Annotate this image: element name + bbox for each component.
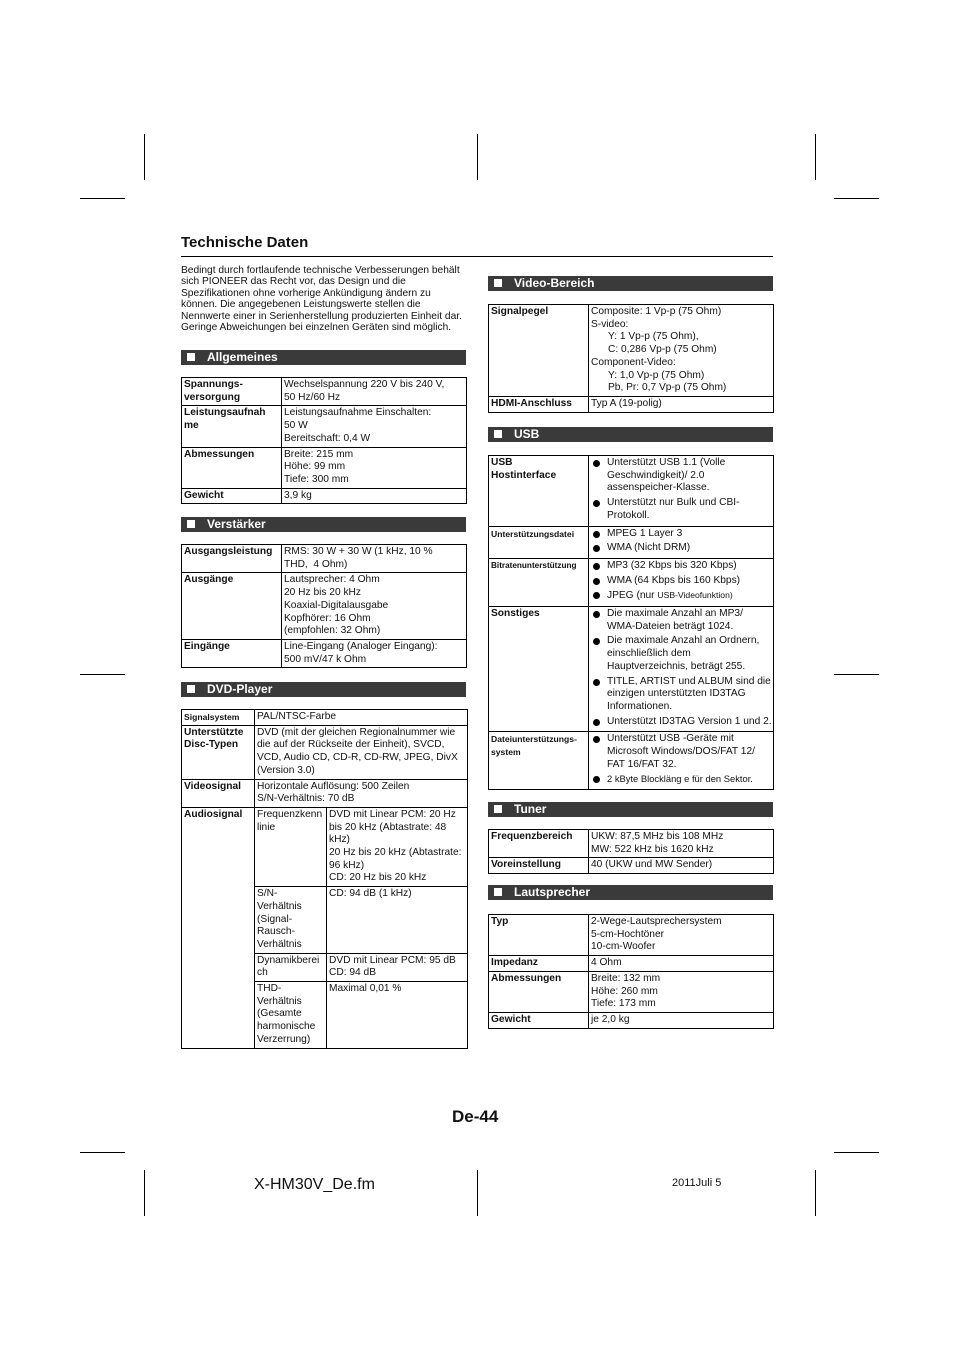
row-value: Breite: 132 mm Höhe: 260 mm Tiefe: 173 mm <box>589 971 774 1012</box>
table-row <box>489 558 774 606</box>
tuner-table <box>488 829 774 874</box>
section-header-verstaerker <box>181 517 466 532</box>
row-value: UKW: 87,5 MHz bis 108 MHz MW: 522 kHz bis 1620 kHz <box>589 830 774 858</box>
row-label: Audiosignal <box>182 807 255 1048</box>
section-title: Tuner <box>514 802 547 816</box>
row-label: Bitratenunterstützung <box>489 558 589 606</box>
usb-table <box>488 455 774 790</box>
crop-mark <box>80 1152 125 1153</box>
crop-mark <box>834 1152 879 1153</box>
list-item: Unterstützt USB -Geräte mit Microsoft Windows/DOS/FAT 12/ FAT 16/FAT 32. <box>591 733 772 773</box>
table-row <box>489 732 774 790</box>
list-item <box>591 589 772 605</box>
section-title: Verstärker <box>207 517 266 531</box>
row-label: HDMI-Anschluss <box>489 396 589 412</box>
jpeg-label: JPEG (nur <box>607 590 658 602</box>
row-value: 2-Wege-Lautsprechersystem 5-cm-Hochtöner 10-cm-Woofer <box>589 915 774 956</box>
square-bullet-icon <box>494 279 502 287</box>
section-header-dvd-player <box>181 682 466 697</box>
row-label: Gewicht <box>182 488 282 504</box>
section-title: Video-Bereich <box>514 276 595 290</box>
row-label: Dateiunterstützungs- system <box>489 732 589 790</box>
section-title: Lautsprecher <box>514 885 591 899</box>
list-item: TITLE, ARTIST und ALBUM sind die einzigen unterstützten ID3TAG Informationen. <box>591 676 772 716</box>
page-title: Technische Daten <box>181 234 309 251</box>
list-item: Die maximale Anzahl an MP3/ WMA-Dateien beträgt 1024. <box>591 608 772 635</box>
crop-mark <box>477 134 478 180</box>
table-row <box>489 526 774 558</box>
section-header-allgemeines <box>181 350 466 365</box>
list-item: WMA (64 Kbps bis 160 Kbps) <box>591 575 772 590</box>
list-item: MPEG 1 Layer 3 <box>591 528 772 543</box>
row-value: DVD mit Linear PCM: 95 dB CD: 94 dB <box>327 953 468 981</box>
section-header-video-bereich <box>488 276 773 291</box>
row-label: Ausgänge <box>182 573 282 640</box>
crop-mark <box>834 198 879 199</box>
table-row <box>489 456 774 527</box>
list-item: MP3 (32 Kbps bis 320 Kbps) <box>591 560 772 575</box>
footer-date: 2011Juli 5 <box>672 1177 722 1189</box>
table-row <box>182 779 468 807</box>
title-rule <box>181 256 773 257</box>
lautsprecher-table <box>488 914 774 1029</box>
section-header-lautsprecher <box>488 885 773 900</box>
jpeg-note: USB-Videofunktion) <box>657 590 733 601</box>
table-row <box>182 488 467 504</box>
table-row <box>182 807 468 886</box>
row-value: PAL/NTSC-Farbe <box>255 710 468 726</box>
sub-label: Frequenzkenn linie <box>255 807 327 886</box>
row-label: Leistungsaufnah me <box>182 406 282 447</box>
row-label: Ausgangsleistung <box>182 545 282 573</box>
section-header-tuner <box>488 802 773 817</box>
square-bullet-icon <box>187 685 195 693</box>
row-value: Horizontale Auflösung: 500 Zeilen S/N-Verhältnis: 70 dB <box>255 779 468 807</box>
row-label: Abmessungen <box>489 971 589 1012</box>
row-label: Unterstützte Disc-Typen <box>182 725 255 779</box>
row-label: Signalpegel <box>489 305 589 397</box>
row-value: CD: 94 dB (1 kHz) <box>327 887 468 954</box>
crop-mark <box>815 1170 816 1216</box>
list-item: WMA (Nicht DRM) <box>591 542 772 557</box>
crop-mark <box>144 134 145 180</box>
row-label: Spannungs- versorgung <box>182 378 282 406</box>
section-title: DVD-Player <box>207 682 273 696</box>
row-label: Signalsystem <box>182 710 255 726</box>
row-value: Maximal 0,01 % <box>327 982 468 1049</box>
row-value: RMS: 30 W + 30 W (1 kHz, 10 % THD, 4 Ohm) <box>282 545 467 573</box>
row-label: Impedanz <box>489 956 589 972</box>
table-row <box>489 830 774 858</box>
list-item: Unterstützt nur Bulk und CBI-Protokoll. <box>591 497 772 524</box>
row-value <box>589 607 774 732</box>
table-row <box>182 406 467 447</box>
table-row <box>489 971 774 1012</box>
row-label: Gewicht <box>489 1012 589 1028</box>
video-table <box>488 304 774 413</box>
row-value: Wechselspannung 220 V bis 240 V, 50 Hz/60 Hz <box>282 378 467 406</box>
row-value: Line-Eingang (Analoger Eingang): 500 mV/47 k Ohm <box>282 639 467 667</box>
row-value <box>589 558 774 606</box>
row-label: Frequenzbereich <box>489 830 589 858</box>
crop-mark <box>144 1170 145 1216</box>
intro-paragraph: Bedingt durch fortlaufende technische Verbesserungen behält sich PIONEER das Recht vor, das Design und die Spezifikationen ohne vorherige Ankündigung ändern zu können. Die angegebenen Leistungswerte stellen die Nennwerte einer in Serienherstellung produzierten Einheit dar. Geringe Abweichungen bei einzelnen Geräten sind möglich. <box>181 265 462 334</box>
table-row <box>182 639 467 667</box>
sub-label: Dynamikberei ch <box>255 953 327 981</box>
row-label: Eingänge <box>182 639 282 667</box>
row-label: Sonstiges <box>489 607 589 732</box>
sub-label: S/N- Verhältnis (Signal- Rausch- Verhältnis <box>255 887 327 954</box>
row-value: Leistungsaufnahme Einschalten: 50 W Bereitschaft: 0,4 W <box>282 406 467 447</box>
row-label: Unterstützungsdatei <box>489 526 589 558</box>
table-row <box>182 725 468 779</box>
row-label: Typ <box>489 915 589 956</box>
table-row <box>489 915 774 956</box>
allgemeines-table <box>181 377 467 504</box>
square-bullet-icon <box>494 430 502 438</box>
section-title: Allgemeines <box>207 350 278 364</box>
list-item: Unterstützt USB 1.1 (Volle Geschwindigkeit)/ 2.0 assenspeicher-Klasse. <box>591 457 772 497</box>
row-value: 3,9 kg <box>282 488 467 504</box>
table-row <box>182 545 467 573</box>
row-value <box>589 526 774 558</box>
square-bullet-icon <box>494 888 502 896</box>
row-label: Videosignal <box>182 779 255 807</box>
square-bullet-icon <box>187 520 195 528</box>
verstaerker-table <box>181 544 467 668</box>
table-row <box>182 710 468 726</box>
crop-mark <box>80 198 125 199</box>
square-bullet-icon <box>494 805 502 813</box>
row-label: USB Hostinterface <box>489 456 589 527</box>
crop-mark <box>834 674 879 675</box>
list-item: 2 kByte Blockläng e für den Sektor. <box>591 773 772 788</box>
table-row <box>489 305 774 397</box>
crop-mark <box>477 1170 478 1216</box>
section-header-usb <box>488 427 773 442</box>
table-row <box>182 447 467 488</box>
row-value: Lautsprecher: 4 Ohm 20 Hz bis 20 kHz Koaxial-Digitalausgabe Kopfhörer: 16 Ohm (empfohlen: 32 Ohm) <box>282 573 467 640</box>
footer-filename: X-HM30V_De.fm <box>254 1176 375 1193</box>
page-number: De-44 <box>452 1107 499 1126</box>
table-row <box>489 1012 774 1028</box>
section-title: USB <box>514 427 540 441</box>
table-row <box>489 607 774 732</box>
crop-mark <box>815 134 816 180</box>
row-value: Typ A (19-polig) <box>589 396 774 412</box>
row-value: DVD (mit der gleichen Regionalnummer wie die auf der Rückseite der Einheit), SVCD, VCD, Audio CD, CD-R, CD-RW, JPEG, DivX (Version 3.0) <box>255 725 468 779</box>
list-item: Unterstützt ID3TAG Version 1 und 2. <box>591 716 772 731</box>
list-item: Die maximale Anzahl an Ordnern, einschließlich dem Hauptverzeichnis, beträgt 255. <box>591 635 772 675</box>
table-row <box>489 956 774 972</box>
sub-label: THD- Verhältnis (Gesamte harmonische Verzerrung) <box>255 982 327 1049</box>
row-value: DVD mit Linear PCM: 20 Hz bis 20 kHz (Abtastrate: 48 kHz) 20 Hz bis 20 kHz (Abtastrate: 96 kHz) CD: 20 Hz bis 20 kHz <box>327 807 468 886</box>
table-row <box>182 378 467 406</box>
row-value: 4 Ohm <box>589 956 774 972</box>
table-row <box>489 396 774 412</box>
crop-mark <box>80 674 125 675</box>
row-value <box>589 732 774 790</box>
row-label: Voreinstellung <box>489 858 589 874</box>
square-bullet-icon <box>187 353 195 361</box>
table-row <box>489 858 774 874</box>
dvd-table <box>181 709 468 1049</box>
row-value: Breite: 215 mm Höhe: 99 mm Tiefe: 300 mm <box>282 447 467 488</box>
row-label: Abmessungen <box>182 447 282 488</box>
row-value: je 2,0 kg <box>589 1012 774 1028</box>
row-value: Composite: 1 Vp-p (75 Ohm) S-video: Y: 1 Vp-p (75 Ohm), C: 0,286 Vp-p (75 Ohm) Component-Video: Y: 1,0 Vp-p (75 Ohm) Pb, Pr: 0,7 Vp-p (75 Ohm) <box>589 305 774 397</box>
row-value <box>589 456 774 527</box>
table-row <box>182 573 467 640</box>
row-value: 40 (UKW und MW Sender) <box>589 858 774 874</box>
